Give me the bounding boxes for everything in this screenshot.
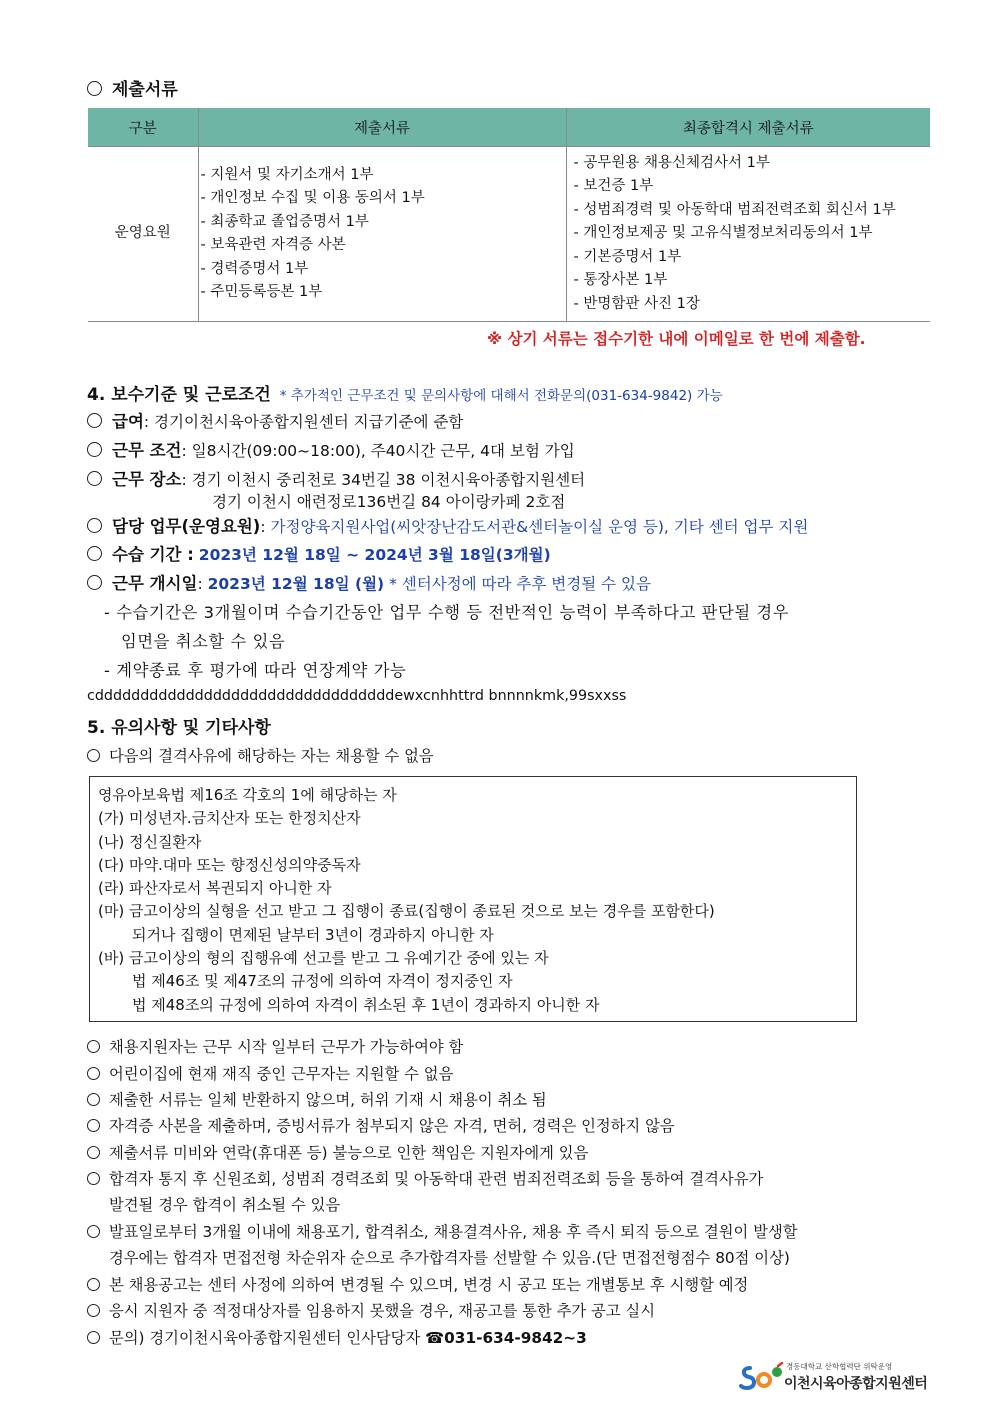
note-item-cont: 경우에는 합격자 면접전형 차순위자 순으로 추가합격자를 선발할 수 있음.(단 면접전형점수 80점 이상) — [109, 1249, 790, 1267]
box-line: (라) 파산자로서 복권되지 아니한 자 — [98, 879, 332, 898]
table-header-final: 최종합격시 제출서류 — [566, 108, 930, 147]
box-line: (바) 금고이상의 형의 집행유예 선고를 받고 그 유예기간 중에 있는 자 — [98, 949, 549, 968]
circle-bullet-icon — [87, 442, 102, 457]
box-line: 법 제46조 및 제47조의 규정에 의하여 자격이 정지중인 자 — [132, 972, 513, 991]
list-item: - 보건증 1부 — [573, 178, 654, 195]
stray-text: cdddddddddddddddddddddddddddddddddewxcnhhttrd bnnnnkmk,99sxxss — [87, 688, 627, 704]
note-item: 제출서류 미비와 연락(휴대폰 등) 불능으로 인한 책임은 지원자에게 있음 — [87, 1141, 588, 1163]
circle-bullet-icon — [87, 575, 102, 590]
circle-bullet-icon — [87, 471, 102, 486]
table-cell-category: 운영요원 — [88, 147, 198, 322]
list-item: - 기본증명서 1부 — [573, 248, 682, 265]
place-row-2: 경기 이천시 애련정로136번길 84 아이랑카페 2호점 — [212, 493, 566, 511]
box-line: (가) 미성년자.금치산자 또는 한정치산자 — [98, 809, 361, 828]
circle-bullet-icon — [87, 1119, 100, 1132]
contact-phone: ☎031-634-9842~3 — [425, 1329, 587, 1347]
note-item: 자격증 사본을 제출하며, 증빙서류가 첨부되지 않은 자격, 면허, 경력은 인정하지 않음 — [87, 1114, 675, 1136]
salary-row: 급여: 경기이천시육아종합지원센터 지급기준에 준함 — [87, 408, 463, 432]
circle-bullet-icon — [87, 81, 102, 96]
disqualification-box — [89, 776, 857, 1022]
circle-bullet-icon — [87, 1225, 100, 1238]
probation-bullet-1-cont: 임면을 취소할 수 있음 — [121, 632, 286, 651]
circle-bullet-icon — [87, 1093, 100, 1106]
circle-bullet-icon — [87, 1278, 100, 1291]
section5-title: 5. 유의사항 및 기타사항 — [87, 718, 271, 738]
circle-bullet-icon — [87, 546, 102, 561]
logo-tagline: 경동대학교 산학협력단 위탁운영 — [786, 1362, 893, 1371]
logo-mark-icon — [738, 1362, 784, 1394]
center-logo — [738, 1360, 928, 1396]
contact-item: 문의) 경기이천시육아종합지원센터 인사담당자 ☎031-634-9842~3 — [87, 1326, 587, 1348]
circle-bullet-icon — [87, 1040, 100, 1053]
table-cell-final-list — [566, 147, 930, 322]
hours-row: 근무 조건: 일8시간(09:00~18:00), 주40시간 근무, 4대 보험 가입 — [87, 437, 575, 461]
probation-row: 수습 기간 : 2023년 12월 18일 ~ 2024년 3월 18일(3개월) — [87, 541, 551, 565]
contract-bullet: - 계약종료 후 평가에 따라 연장계약 가능 — [104, 661, 407, 680]
box-line: 영유아보육법 제16조 각호의 1에 해당하는 자 — [98, 786, 397, 804]
circle-bullet-icon — [87, 749, 100, 762]
box-line: 되거나 집행이 면제된 날부터 3년이 경과하지 아니한 자 — [132, 925, 494, 944]
box-line: 법 제48조의 규정에 의하여 자격이 취소된 후 1년이 경과하지 아니한 자 — [132, 995, 600, 1014]
list-item: - 개인정보제공 및 고유식별정보처리동의서 1부 — [573, 225, 873, 242]
docs-section-title: 제출서류 — [87, 75, 178, 100]
table-header-submit: 제출서류 — [198, 108, 566, 147]
note-item: 채용지원자는 근무 시작 일부터 근무가 가능하여야 함 — [87, 1035, 463, 1057]
note-item-cont: 발견될 경우 합격이 취소될 수 있음 — [109, 1196, 341, 1214]
circle-bullet-icon — [87, 413, 102, 428]
circle-bullet-icon — [87, 518, 102, 533]
list-item: - 통장사본 1부 — [573, 272, 668, 289]
logo-name: 이천시육아종합지원센터 — [784, 1376, 928, 1392]
list-item: - 주민등록등본 1부 — [200, 284, 323, 300]
table-header-category: 구분 — [88, 108, 198, 147]
list-item: - 반명함판 사진 1장 — [573, 295, 700, 312]
circle-bullet-icon — [87, 1146, 100, 1159]
note-item: 제출한 서류는 일체 반환하지 않으며, 허위 기재 시 채용이 취소 됨 — [87, 1088, 547, 1110]
circle-bullet-icon — [87, 1172, 100, 1185]
documents-table — [88, 108, 930, 322]
box-line: (다) 마약.대마 또는 향정신성의약중독자 — [98, 855, 361, 874]
note-item: 합격자 통지 후 신원조회, 성범죄 경력조회 및 아동학대 관련 범죄전력조회 등을 통하여 결격사유가 — [87, 1167, 763, 1189]
box-line: (나) 정신질환자 — [98, 832, 202, 851]
list-item: - 보육관련 자격증 사본 — [200, 237, 346, 253]
circle-bullet-icon — [87, 1304, 100, 1317]
note-item: 발표일로부터 3개월 이내에 채용포기, 합격취소, 채용결격사유, 채용 후 즉시 퇴직 등으로 결원이 발생할 — [87, 1220, 798, 1242]
note-item: 응시 지원자 중 적정대상자를 임용하지 못했을 경우, 재공고를 통한 추가 공고 실시 — [87, 1299, 655, 1321]
place-row: 근무 장소: 경기 이천시 중리천로 34번길 38 이천시육아종합지원센터 — [87, 466, 585, 490]
section4-title: 4. 보수기준 및 근로조건 — [87, 385, 271, 405]
table-cell-submit-list — [198, 147, 566, 322]
note-item: 어린이집에 현재 재직 중인 근무자는 지원할 수 없음 — [87, 1062, 453, 1084]
section5-intro: 다음의 결격사유에 해당하는 자는 채용할 수 없음 — [87, 744, 434, 766]
note-item: 본 채용공고는 센터 사정에 의하여 변경될 수 있으며, 변경 시 공고 또는 개별통보 후 시행할 예정 — [87, 1273, 748, 1295]
list-item: - 최종학교 졸업증명서 1부 — [200, 213, 369, 230]
circle-bullet-icon — [87, 1331, 100, 1344]
circle-bullet-icon — [87, 1067, 100, 1080]
docs-notice: ※ 상기 서류는 접수기한 내에 이메일로 한 번에 제출함. — [487, 330, 866, 348]
list-item: - 성범죄경력 및 아동학대 범죄전력조회 회신서 1부 — [573, 201, 896, 218]
box-line: (마) 금고이상의 실형을 선고 받고 그 집행이 종료(집행이 종료된 것으로 보는 경우를 포함한다) — [98, 902, 715, 921]
section4-note: * 추가적인 근무조건 및 문의사항에 대해서 전화문의(031-634-9842) 가능 — [279, 388, 723, 404]
list-item: - 공무원용 채용신체검사서 1부 — [573, 154, 770, 171]
probation-bullet-1: - 수습기간은 3개월이며 수습기간동안 업무 수행 등 전반적인 능력이 부족하다고 판단될 경우 — [104, 603, 790, 622]
list-item: - 지원서 및 자기소개서 1부 — [200, 166, 374, 183]
list-item: - 경력증명서 1부 — [200, 260, 309, 277]
start-row: 근무 개시일: 2023년 12월 18일 (월) * 센터사정에 따라 추후 변경될 수 있음 — [87, 570, 651, 594]
section4-header — [87, 380, 723, 405]
duty-row: 담당 업무(운영요원): 가정양육지원사업(씨앗장난감도서관&센터놀이실 운영 등), 기타 센터 업무 지원 — [87, 513, 808, 537]
list-item: - 개인정보 수집 및 이용 동의서 1부 — [200, 190, 425, 206]
